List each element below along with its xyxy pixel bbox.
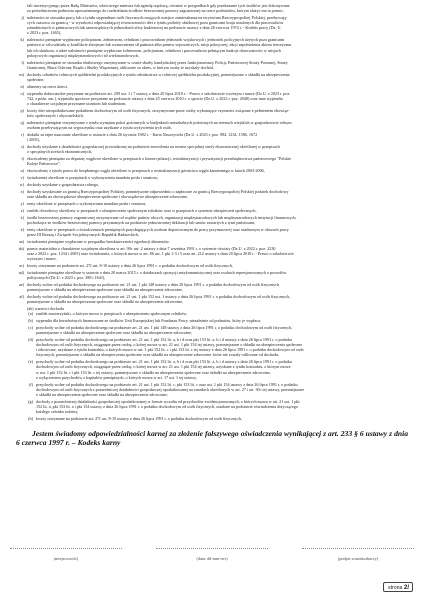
liability-statement: Jestem świadomy odpowiedzialności karnej za złożenie fałszywego oświadczenia wynikającej z art. 233 § 6 ustawy z dnia 6 czerwca 1997 r. – Kodeks karny: [16, 428, 408, 448]
income-subitem-label: (d): [28, 336, 33, 342]
income-item-text: dodatki za tajne nauczanie określone w ustawie z dnia 26 stycznia 1982 r. - Karta Nauczyciela (Dz.U. z 2023 r. poz. 984, 1234, 1586, 1672: [27, 131, 258, 137]
income-item-text: pochodzące ze środków bezzwrotnej pomocy przyznanych na podstawie jednostronnej deklaracji lub umów zawartych z tymi państwami,: [27, 219, 256, 225]
income-item-text: ekwiwalenty z tytułu prawa do bezpłatnego węgla określone w przepisach o restrukturyzacji górnictwa węgla kamiennego w latach 2003-2006,: [27, 168, 265, 174]
income-item-label: [10, 30, 27, 35]
income-item: [10, 232, 414, 237]
income-item-text: należności pieniężne otrzymywane z tytułu wynajmu pokoi gościnnych w budynkach mieszkalnych położonych na terenach wiejskich w gospodarstwie rolnym: [27, 119, 292, 125]
income-item-label: [10, 149, 27, 154]
income-item-text: należności pieniężne wypłacone policjantom, żołnierzom, celnikom i pracownikom jednostek wojskowych i jednostek policyjnych użytych poza granicami: [27, 37, 285, 43]
income-subitem-label: [10, 352, 36, 357]
income-item: [10, 287, 414, 292]
income-item-text: środki bezzwrotnej pomocy zagranicznej otrzymywane od rządów państw obcych, organizacji międzynarodowych lub międzynarodowych instytucji finansowych,: [27, 214, 297, 220]
income-item-text: zatrudnionych w państwowych lub samorządowych jednostkach sfery budżetowej na podstawie ustawy z dnia 26 czerwca 1974 r. - Kodeks pracy (Dz. U.: [27, 25, 282, 31]
income-item-label: aa): [18, 238, 24, 244]
income-subitem-text: przychody wolne od podatku dochodowego na podstawie art. 21 ust. 1 pkt 148 ustawy z dnia 26 lipca 1991 r. o podatku dochodowym od osób fizycznych,: [36, 324, 293, 330]
income-item-label: [10, 256, 27, 261]
income-items-list: [10, 15, 414, 306]
income-item-label: ae): [18, 281, 24, 287]
income-item-label: ad): [18, 269, 24, 275]
income-subitem-label: (c): [28, 324, 33, 330]
income-item-label: m): [19, 71, 24, 77]
income-subitem-text: 152 lit. a, pkt 153 lit. a i pkt 154 ustawy z dnia 26 lipca 1991 r. o podatku dochodowym od osób fizycznych, ustalone na podstawie oświadczenia dotyczącego: [36, 403, 298, 409]
income-item-text: 742, z późn. zm.), stypendia sportowe przyznane na podstawie ustawy z dnia 25 czerwca 2010 r. o sporcie (Dz.U. z 2023 r. poz. 2048) oraz inne stypendia: [27, 95, 283, 101]
income-item-text: ekwiwalenty pieniężne za deputaty węglowe określone w przepisach o komercjalizacji, restrukturyzacji i prywatyzacji przedsiębiorstwa państwowego "Polskie: [27, 156, 292, 162]
income-item-text: osobom przebywającym na wypoczynku oraz uzyskane z tytułu wyżywienia tych osób,: [27, 125, 172, 130]
intro-line: fali inwestycyjnego przez Radę Ministrów, właściwego ministra lub agendę rządową, również w przypadkach gdy przekazanie tych środków jest dokonywane: [27, 3, 290, 8]
income-subitem-text: przychody wolne od podatku dochodowego na podstawie art. 21 ust. 1 pkt 152 lit. a, b i d oraz pkt 153 lit. a, b i d ustawy z dnia 26 lipca 1991 r. o podatku: [36, 336, 292, 342]
income-item-text: politycznych (Dz.U. z 2023 r. poz. 388 i 1641),: [27, 274, 106, 280]
income-item: [10, 125, 414, 130]
income-subitem-text: w ust. 1 pkt 152 lit. c i pkt 153 lit. c tej ustawy, pomniejszone o składki na ubezpieczenia społeczne oraz składki na ubezpieczenie zdrowotne,: [36, 369, 271, 375]
income-subitem-text: i zdrowotne, uzyskane z tytułu kontraktu, o których mowa w ust. 1 pkt 152 lit. c i pkt 153 lit. c tej ustawy z dnia 26 lipca 1991 r. o podatku dochodowym od osób: [36, 347, 304, 353]
income-item-text: renty określone w przepisach o świadczeniach pieniężnych przysługujących osobom deportowanym do pracy przymusowej oraz osadzonym w obozach pracy: [27, 226, 289, 232]
income-item: [10, 182, 414, 187]
page-number-badge: [383, 582, 413, 592]
income-item-text: oraz z 2023 r. poz. 1234 i 2005) oraz świadczenia, o których mowa w art. 86 ust. 1 pkt 1-3 i 5 oraz art. 212 ustawy z dnia 20 lipca 2018 r. - Prawo o szkolnictwie: [27, 250, 294, 256]
income-item-text: dochody wolne od podatku dochodowego na podstawie art. 21 ust. 1 pkt 148 ustawy z dnia 26 lipca 1991 r. o podatku dochodowym od osób fizycznych: [27, 281, 280, 287]
intro-line: za pośrednictwem podmiotu upoważnionego do rozdzielania środków bezzwrotnej pomocy zagranicznej na rzecz podmiotów, którym służyć ma ta pomoc,: [27, 8, 284, 14]
income-item-text: państwa w celu udziału w konflikcie zbrojnym lub wzmocnienia sił państwa albo państw sojuszniczych, misji pokojowej, akcji zapobieżenia aktom terroryzmu: [27, 42, 292, 48]
income-subitem-text: każdego członka rodziny,: [36, 409, 79, 414]
income-item: [10, 65, 414, 70]
income-subitem-text: stypendia dla bezrobotnych finansowane ze środków Unii Europejskiej lub Funduszu Pracy, niezależnie od podmiotu, który je wypłaca,: [36, 318, 261, 324]
income-item-text: dochody członków rolniczych spółdzielni produkcyjnych z tytułu członkostwa w rolniczej spółdzielni produkcyjnej, pomniejszone o składki na ubezpieczenia: [27, 71, 290, 77]
income-item: [10, 101, 414, 106]
income-item-label: j): [21, 15, 24, 21]
income-item-label: z): [20, 207, 24, 213]
signature-row: [10, 548, 414, 561]
income-item: [10, 220, 414, 225]
sub-list-header: (ab) wartości dochodu: [27, 305, 65, 311]
signature-caption: (podpis wnioskodawcy): [337, 556, 379, 561]
income-item: [10, 77, 414, 82]
income-subitem-text: dochodowym od osób fizycznych, osiągnięte przez osobę, o której mowa w art. 21 ust. 1 pkt 154 tej ustawy, uzyskane z tytułu kontraktu, o którym mowa: [36, 364, 291, 370]
income-subitem-text: kwoty otrzymane na podstawie art. 27f ust. 8-10 ustawy z dnia 26 lipca 1991 r. o podatku dochodowym od osób fizycznych,: [36, 415, 243, 421]
income-subitem-text: przychody wolne od podatku dochodowego na podstawie art. 21 ust. 1 pkt 152 lit. c, pkt 153 lit. c oraz ust. 1 pkt 154 ustawy z dnia 26 lipca 1991 r. o podatku: [36, 381, 298, 387]
date-dotted-line: [156, 548, 268, 551]
income-item-label: [10, 113, 27, 118]
income-subitem: [10, 311, 414, 316]
income-item-label: [10, 194, 27, 199]
income-subitem-label: [10, 409, 36, 414]
income-item-label: [10, 101, 27, 106]
income-subitem: [10, 330, 414, 335]
document-page: [10, 3, 414, 447]
income-item-text: renty określone w przepisach o wykonywaniu mandatu posła i senatora,: [27, 200, 147, 206]
place-caption: (miejscowość): [53, 556, 79, 561]
income-item: [10, 84, 414, 89]
income-subitem-label: [10, 392, 36, 397]
income-item-text: należności pieniężne ze stosunku służbowego otrzymywane w czasie służby kandydackiej przez funkcjonariuszy Policji, Państwowej Straży Pożarnej, Straży: [27, 59, 288, 65]
income-item-text: wyższym i nauce,: [27, 255, 57, 261]
income-subitem-label: (f): [28, 381, 33, 387]
income-subitem-text: dochodowym od osób fizycznych, osiągnięte przez osobę, o której mowa w art. 21 ust. 1 pkt 154 tej ustawy, pomniejszone o składki na ubezpieczenia społeczne: [36, 342, 303, 348]
page-prefix: strona: [388, 585, 403, 591]
income-item-label: w): [19, 181, 24, 187]
income-item-text: dochody wolne od podatku dochodowego na podstawie art. 21 ust. 1 pkt 152 ust. 1 ustawy z dnia 26 lipca 1991 r. o podatku dochodowym od osób fizycznych,: [27, 293, 291, 299]
income-item-label: [10, 287, 27, 292]
income-item-text: świadczenie pieniężne określone w ustawie z dnia 20 marca 2015 r. o działaczach opozycji antykomunistycznej oraz osobach represjonowanych z powodów: [27, 269, 287, 275]
income-subitem: [10, 392, 414, 397]
income-item-label: [10, 275, 27, 280]
income-item: [10, 275, 414, 280]
income-subitem-label: (h): [28, 415, 33, 421]
income-item: [10, 299, 414, 304]
income-item-text: Koleje Państwowe",: [27, 161, 61, 167]
signature-field[interactable]: [302, 548, 414, 561]
place-field[interactable]: [10, 548, 122, 561]
income-subitems-list: [10, 311, 414, 423]
income-item-text: dochody uzyskane z gospodarstwa rolnego,: [27, 181, 100, 187]
income-item-label: [10, 232, 27, 237]
income-item-text: i 2005),: [27, 137, 40, 143]
income-item-label: n): [20, 83, 24, 89]
income-item-text: stypendia doktoranckie przyznane na podstawie art. 209 ust. 1 i 7 ustawy z dnia 20 lipca 2018 r. - Prawo o szkolnictwie wyższym i nauce (Dz.U. z 2023 r. poz.: [27, 90, 291, 96]
income-subitem-label: [10, 375, 36, 380]
income-subitem: [10, 375, 414, 380]
place-dotted-line: [10, 548, 122, 551]
income-item-text: dochody uzyskiwane za granicą Rzeczypospolitej Polskiej, pomniejszone odpowiednio o zapłacone za granicą Rzeczypospolitej Polskiej podatek dochodowy: [27, 188, 289, 194]
signature-dotted-line: [302, 548, 414, 551]
income-subitem-text: o składki na ubezpieczenia społeczne oraz składki na ubezpieczenie zdrowotne,: [36, 391, 168, 397]
income-item-text: cych czasowo za granicą - w wysokości odpowiadającej równowartości diet z tytułu podróży służbowej poza granicami kraju ustalonych dla pracowników: [27, 20, 284, 26]
date-field[interactable]: [156, 548, 268, 561]
income-item-text: zasiłek chorobowy określony w przepisach o ubezpieczeniu społecznym rolników oraz w przepisach o systemie ubezpieczeń społecznych,: [27, 207, 257, 213]
intro-paragraph: [10, 3, 414, 13]
income-item-text: przez III Rzeszę i Związek Socjalistycznych Republik Radzieckich,: [27, 231, 140, 237]
income-subitem-text: dochody z pozarolniczej działalności gospodarczej opodatkowanej w formie ryczałtu od przychodów ewidencjonowanych, o których mowa w art. 21 ust. 1 pkt: [36, 398, 300, 404]
income-item-label: [10, 220, 27, 225]
income-item-text: kwoty diet nieopodatkowane podatkiem dochodowym od osób fizycznych, otrzymywane przez osoby wykonujące czynności związane z pełnieniem obowiąz-: [27, 107, 290, 113]
income-item: [10, 137, 414, 142]
income-item-label: ż): [20, 214, 24, 220]
income-item-label: r): [21, 131, 24, 137]
income-subitem-text: fizycznych, pomniejszone o składki na ubezpieczenia społeczne oraz składki na ubezpieczenie zdrowotne, które nie zostały odliczone od dochodu,: [36, 352, 280, 358]
income-item-label: u): [20, 168, 24, 174]
income-subitem: [10, 409, 414, 414]
income-item-text: dochody uzyskane z działalności gospodarczej prowadzonej na podstawie zezwolenia na terenie specjalnej strefy ekonomicznej określonej w przepisach: [27, 143, 280, 149]
income-item: [10, 194, 414, 199]
income-item-text: kwoty otrzymane na podstawie art. 27f ust. 8-10 ustawy z dnia 26 lipca 1991 r. o podatku dochodowym od osób fizycznych,: [27, 262, 234, 268]
income-item: [10, 175, 414, 180]
income-subitem-text: zasiłek macierzyński, o którym mowa w przepisach o ubezpieczeniu społecznym rolników,: [36, 311, 188, 317]
income-item: [10, 53, 414, 58]
income-subitem-label: (b): [28, 318, 33, 324]
income-item-text: społeczne,: [27, 76, 45, 82]
income-item-text: lub ich skutkom, a także należności pieniężne wypłacone żołnierzom, policjantom, celnikom i pracownikom pełniącym funkcje obserwatorów w misjach: [27, 47, 281, 53]
income-item-label: q): [20, 119, 24, 125]
income-subitem: [10, 352, 414, 357]
income-item-label: ab): [18, 245, 24, 251]
income-subitem-text: pomniejszone o składki na ubezpieczenia społeczne oraz składki na ubezpieczenie zdrowotne,: [36, 330, 193, 336]
income-item-text: Granicznej, Biura Ochrony Rządu i Służby Więziennej, obliczone za okres, w którym osoby te uzyskały dochód,: [27, 64, 214, 70]
income-subitem-label: (a): [28, 311, 33, 317]
income-item-label: [10, 299, 27, 304]
income-item-text: alimenty na rzecz dzieci,: [27, 83, 69, 89]
income-subitem-text: dochodowym od osób fizycznych z pozarolniczej działalności gospodarczej opodatkowanej na zasadach określonych w art. 27 i art. 30c tej ustawy, pomniejszone: [36, 386, 305, 392]
income-item-label: af): [19, 293, 24, 299]
income-item: [10, 168, 414, 173]
income-item-label: x): [20, 188, 24, 194]
income-item-label: s): [21, 143, 24, 149]
income-item-label: p): [20, 107, 24, 113]
income-subitem-label: (e): [28, 359, 33, 365]
income-item-label: y): [20, 200, 24, 206]
income-item-label: [10, 137, 27, 142]
page-number: 2/: [403, 584, 410, 591]
income-item: [10, 256, 414, 261]
income-item-text: oraz składki na obowiązkowe ubezpieczenie społeczne i obowiązkowe ubezpieczenie zdrowotne,: [27, 193, 189, 199]
income-item: [10, 263, 414, 268]
income-item-label: o): [20, 90, 24, 96]
income-item: [10, 30, 414, 35]
income-item-text: pomoc materialna o charakterze socjalnym określona w art. 90c ust. 2 ustawy z dnia 7 września 1991 r. o systemie oświaty (Dz.U. z 2022 r. poz. 2230: [27, 245, 276, 251]
income-subitem-label: [10, 330, 36, 335]
income-item-text: świadczenia pieniężne wypłacane w przypadku bezskuteczności egzekucji alimentów,: [27, 238, 170, 244]
income-subitem-label: (g): [28, 398, 33, 404]
income-item: [10, 161, 414, 166]
income-item-label: ac): [18, 262, 24, 268]
income-item-text: o charakterze socjalnym przyznane uczniom lub studentom,: [27, 100, 127, 106]
income-subitem: [10, 318, 414, 323]
income-item: [10, 113, 414, 118]
income-item-label: [10, 65, 27, 70]
income-item-text: z 2023 r. poz. 1465),: [27, 30, 62, 36]
income-item-text: pokojowych organizacji międzynarodowych i sił wielonarodowych,: [27, 52, 140, 58]
income-subitem: [10, 416, 414, 421]
income-item: [10, 208, 414, 213]
income-item-text: pomniejszone o składki na ubezpieczenia społeczne oraz składki na ubezpieczenie zdrowotne,: [27, 299, 184, 305]
income-item-text: ków społecznych i obywatelskich,: [27, 112, 84, 118]
income-item-label: [10, 53, 27, 58]
income-item: [10, 201, 414, 206]
income-item: [10, 149, 414, 154]
income-item: [10, 239, 414, 244]
income-item-label: [10, 125, 27, 130]
income-item-label: v): [20, 174, 24, 180]
income-item-text: świadczenia określone w przepisach o wykonywaniu mandatu posła i senatora,: [27, 174, 158, 180]
income-item-label: l): [21, 59, 24, 65]
date-caption: (data: dd-mm-rrrr): [196, 556, 228, 561]
income-item-label: k): [20, 37, 24, 43]
income-subitem-text: przychody wolne od podatku dochodowego na podstawie art. 21 ust. 1 pkt 152 lit. a, b i d oraz pkt 153 lit. a, b i d ustawy z dnia 26 lipca 1991 r. o podatku: [36, 359, 292, 365]
income-item-label: [10, 161, 27, 166]
income-item-label: t): [21, 156, 24, 162]
income-item-text: należności ze stosunku pracy lub z tytułu stypendium osób fizycznych mających miejsce zamieszkania na terytorium Rzeczypospolitej Polskiej, przebywają-: [27, 15, 288, 21]
income-item-text: o specjalnych strefach ekonomicznych,: [27, 149, 93, 155]
income-item-text: pomniejszone o składki na ubezpieczenia społeczne oraz składki na ubezpieczenie zdrowotne,: [27, 287, 184, 292]
income-item-label: [10, 77, 27, 82]
income-subitem-text: z wyłączeniem przychodów z kapitałów pieniężnych, o których mowa w art. 17 ust. 1 tej ustawy,: [36, 374, 197, 380]
income-item-label: ź): [20, 226, 24, 232]
